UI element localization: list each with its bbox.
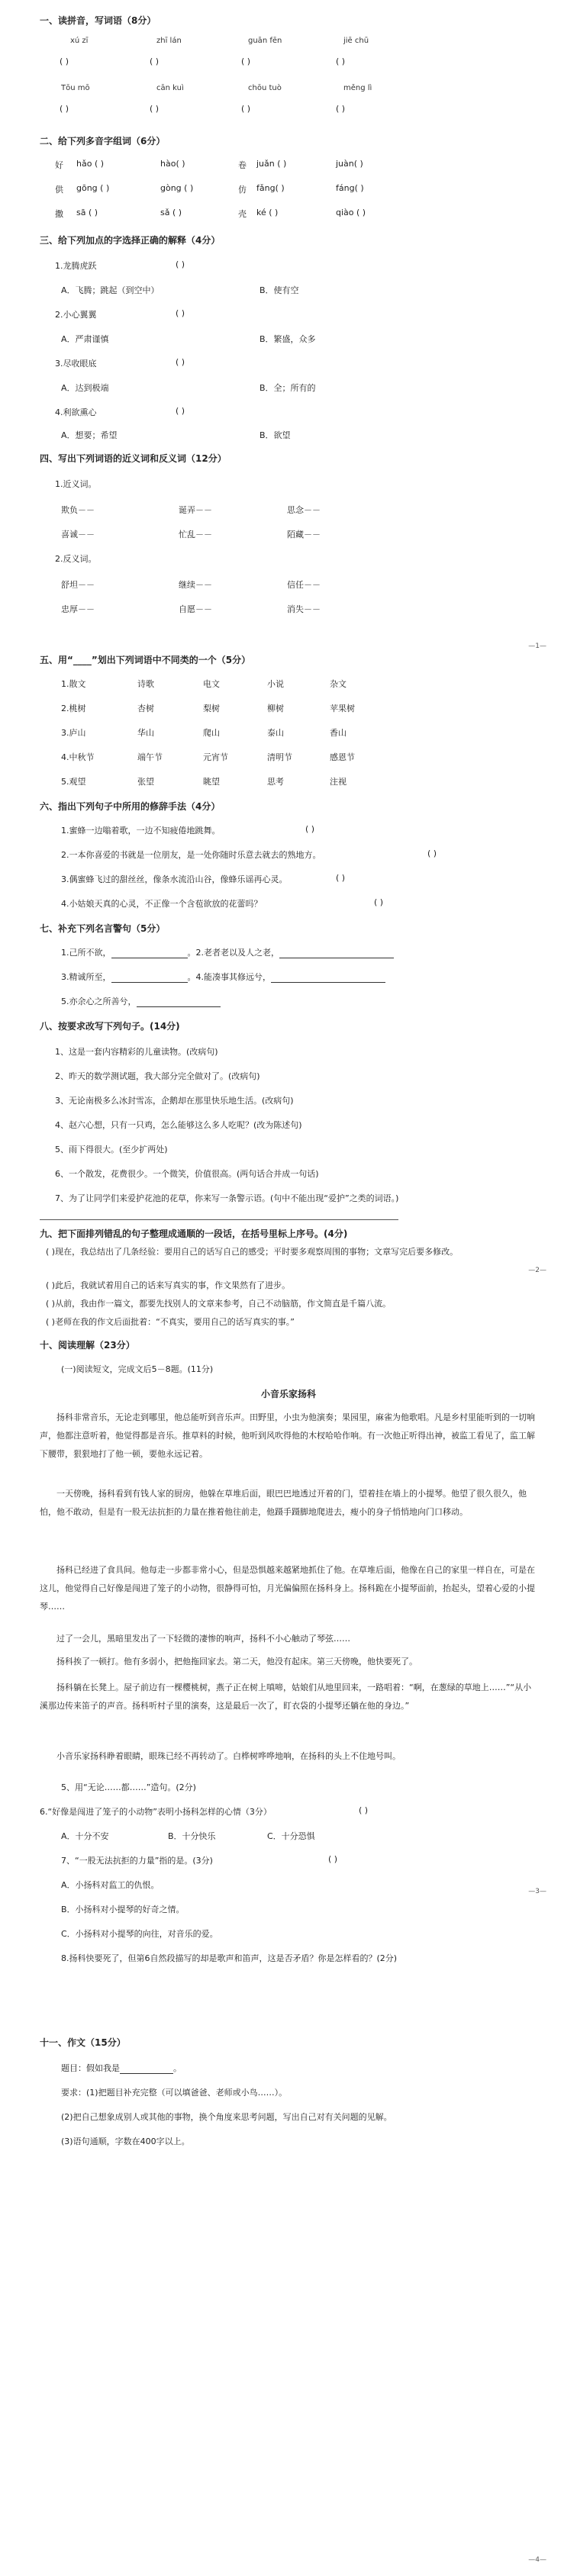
s10-question-6: 6.“好像是闯进了笼子的小动物”表明小扬科怎样的心情（3分） [40,1807,272,1817]
s4-word[interactable]: 自愿－－ [179,604,212,614]
s10-question-7: 7、“一股无法抗拒的力量”指的是。(3分) [61,1856,213,1866]
s6-question: 3.偶蜜蜂飞过的甜丝丝，像条水流沿山谷，像蜂乐谣再心灵。 [61,874,288,884]
s4-word[interactable]: 消失－－ [287,604,321,614]
poly-blank[interactable]: ké ( ) [256,208,279,217]
s5-word[interactable]: 眺望 [203,777,220,787]
poly-blank[interactable]: gōng ( ) [76,183,110,193]
s7-blank[interactable] [137,997,221,1007]
s7-line [61,971,385,983]
s10-subtitle: (一)阅读短文，完成文后5－8题。(11分) [61,1364,214,1374]
s5-word[interactable]: 思考 [267,777,284,787]
s10-question-8: 8.扬科快要死了，但第6自然段描写的却是歌声和笛声，这是否矛盾？你是怎样看的？(2分) [61,1953,398,1963]
s8-item: 5、雨下得很大。(至少扩两处) [55,1145,168,1154]
s10-option[interactable]: B．十分快乐 [168,1831,216,1841]
section-3-title: 三、给下列加点的字选择正确的解释（4分） [40,235,221,246]
s3-option-b[interactable]: B．全；所有的 [259,383,316,393]
s7-blank[interactable] [111,948,188,958]
answer-blank[interactable]: ( ) [60,104,69,114]
s10-option[interactable]: A．十分不安 [61,1831,109,1841]
section-7-title: 七、补充下列名言警句（5分） [40,923,166,934]
s8-item: 6、一个散发，花费很少。一个微笑，价值很高。(两句话合并成一句话) [55,1169,319,1179]
answer-blank[interactable]: ( ) [336,104,346,114]
section-6-title: 六、指出下列句子中所用的修辞手法（4分） [40,801,221,812]
s8-item: 2、昨天的数学测试题，我大部分完全做对了。(改病句) [55,1071,260,1081]
s5-word[interactable]: 张望 [137,777,154,787]
s10-option[interactable]: C．小扬科对小提琴的向往，对音乐的爱。 [61,1929,218,1939]
pinyin-5: Tōu mō [61,84,90,92]
story-paragraph: 扬科躺在长凳上。屋子前边有一棵樱桃树，燕子正在树上嗔啼，姑娘们从地里回来，一路唱着：“啊，在葱绿的草地上……”“从小溪那边传来笛子的声音。扬科听村子里的演奏，这是最后一次了，盯衣袋的小提琴还躺在他的身边。” [40,1682,532,1711]
s7-line [61,995,221,1007]
s7-text: 5.亦余心之所善兮， [61,997,137,1006]
pinyin-3: guān fēn [248,37,282,45]
topic-suffix: 。 [173,2063,182,2073]
s5-word[interactable]: 泰山 [267,728,284,738]
answer-blank[interactable]: ( ) [336,56,346,66]
s5-word[interactable]: 5.观望 [61,777,86,787]
s6-answer[interactable]: ( ) [336,873,346,883]
s8-item: 4、赵六心想，只有一只鸡，怎么能够这么多人吃呢？(改为陈述句) [55,1120,302,1130]
s7-blank[interactable] [271,972,385,983]
s5-word[interactable]: 香山 [330,728,347,738]
answer-blank[interactable]: ( ) [150,104,160,114]
poly-char: 仿 [238,185,247,195]
s6-answer[interactable]: ( ) [427,848,437,858]
s5-word[interactable]: 华山 [137,728,154,738]
s5-word[interactable]: 端午节 [137,752,163,762]
story-title: 小音乐家扬科 [260,1389,316,1399]
poly-blank[interactable]: qiào ( ) [336,208,366,217]
s9-item[interactable]: ( )此后，我就试着用自己的话来写真实的事，作文果然有了进步。 [46,1280,291,1290]
poly-blank[interactable]: juǎn ( ) [256,159,287,169]
s3-option-b[interactable]: B．使有空 [259,285,299,295]
s3-option-a[interactable]: A．想要；希望 [61,430,118,440]
section-4-title: 四、写出下列词语的近义词和反义词（12分） [40,453,227,464]
s6-question: 1.蜜蜂一边嗡着歌，一边不知疲倦地跳舞。 [61,826,221,836]
s7-text: 3.精诚所至， [61,972,111,982]
section-2-title: 二、给下列多音字组词（6分） [40,136,166,147]
poly-char: 供 [55,185,63,195]
poly-blank[interactable]: gòng ( ) [160,183,194,193]
s4-word[interactable]: 欺负－－ [61,505,95,515]
s5-word[interactable]: 注视 [330,777,347,787]
poly-blank[interactable]: juàn( ) [336,159,363,169]
story-paragraph: 小音乐家扬科睁着眼睛，眼珠已经不再转动了。白桦树哗哗地响，在扬科的头上不住地号叫。 [56,1751,401,1761]
essay-requirement: (3)语句通顺，字数在400字以上。 [61,2136,190,2146]
story-paragraph: 扬科已经进了食具间。他每走一步都非常小心，但是恐惧越来越紧地抓住了他。在草堆后面，他像在自己的家里一样自在，可是在这儿，他觉得自己好像是闯进了笼子的小动物，很静得可怕，月光偏偏照在扬科身上。扬科跪在小提琴面前，抬起头，望着心爱的小提琴…… [40,1565,535,1612]
essay-topic [61,2062,182,2074]
essay-requirement: (2)把自己想象成别人或其他的事物，换个角度来思考问题，写出自己对有关问题的见解。 [61,2112,392,2122]
s10-answer[interactable]: ( ) [328,1854,338,1864]
s4-word[interactable]: 喜诚－－ [61,530,95,539]
s3-answer[interactable]: ( ) [176,308,185,318]
s10-option[interactable]: B．小扬科对小提琴的好奇之情。 [61,1905,185,1914]
s5-word[interactable]: 4.中秋节 [61,752,95,762]
poly-blank[interactable]: fáng( ) [336,183,364,193]
s10-answer[interactable]: ( ) [359,1805,369,1815]
topic-prefix: 题目：假如我是 [61,2063,120,2073]
s7-text: 。4.能凑事其修远兮， [187,972,271,982]
s4-sub-antonym: 2.反义词。 [55,554,97,564]
page-number: —4— [528,2556,546,2564]
s5-word[interactable]: 电文 [203,679,220,689]
section-11-title: 十一、作文（15分） [40,2037,126,2048]
poly-blank[interactable]: hào( ) [160,159,185,169]
s9-item[interactable]: ( )老师在我的作文后面批着：“不真实，要用自己的话写真实的事。” [46,1317,295,1327]
s3-question: 4.利欲熏心 [55,407,97,417]
s5-word[interactable]: 杏树 [137,704,154,713]
s5-word[interactable]: 小说 [267,679,284,689]
s5-word[interactable]: 杂文 [330,679,347,689]
poly-blank[interactable]: sā ( ) [76,208,98,217]
section-8-title: 八、按要求改写下列句子。(14分) [40,1021,180,1032]
s3-question: 1.龙腾虎跃 [55,261,97,271]
poly-char: 卷 [238,160,247,170]
story-paragraph: 一天傍晚，扬科看到有钱人家的厨房，他躲在草堆后面，眼巴巴地透过开着的门，望着挂在墙上的小提琴。他望了很久很久，他怕，他不敢动，但是有一股无法抗拒的力量在推着他往前走，他蹑手蹑脚地爬进去，瘦小的身子悄悄地向门口移动。 [40,1489,527,1517]
section-10-title: 十、阅读理解（23分） [40,1340,135,1351]
answer-blank[interactable]: ( ) [60,56,69,66]
s3-question: 2.小心翼翼 [55,310,97,320]
s4-word[interactable]: 忠厚－－ [61,604,95,614]
s3-option-b[interactable]: B．欲望 [259,430,291,440]
pinyin-1: xú zī [70,37,89,45]
s9-item[interactable]: ( )从前，我由作一篇文，都要先找别人的文章来参考，自己不动脑筋，作文简直是千篇八流。 [46,1299,392,1309]
s10-option[interactable]: C．十分恐惧 [267,1831,315,1841]
topic-blank[interactable] [120,2063,173,2074]
pinyin-8: měng lì [343,84,372,92]
s5-word[interactable]: 苹果树 [330,704,355,713]
s3-option-a[interactable]: A．达到极端 [61,383,109,393]
story-paragraph: 扬科挨了一顿打。他有多弱小，把他拖回家去。第二天，他没有起床。第三天傍晚，他快要死了。 [56,1657,417,1666]
s5-word[interactable]: 梨树 [203,704,220,713]
s5-word[interactable]: 柳树 [267,704,284,713]
s8-item: 7、为了让同学们来爱护花池的花草，你来写一条警示语。(句中不能出现“爱护”之类的词语。) [55,1193,399,1203]
s8-item: 3、无论南极多么冰封雪冻，企鹅却在那里快乐地生活。(改病句) [55,1096,294,1106]
poly-blank[interactable]: fǎng( ) [256,183,285,193]
page-number: —1— [528,642,546,650]
section-5-title: 五、用“____”划出下列词语中不同类的一个（5分） [40,655,251,665]
s4-word[interactable]: 诞弄－－ [179,505,212,515]
s8-item: 1、这是一套内容精彩的儿童读物。(改病句) [55,1047,218,1057]
pinyin-7: chōu tuò [248,84,282,92]
story-paragraph: 过了一会儿，黑暗里发出了一下轻微的凄惨的响声，扬科不小心触动了琴弦…… [56,1634,350,1644]
s4-word[interactable]: 忙乱－－ [179,530,212,539]
s4-word[interactable]: 陌藏－－ [287,530,321,539]
answer-blank[interactable]: ( ) [150,56,160,66]
s7-line [61,946,394,958]
s5-word[interactable]: 感恩节 [330,752,355,762]
s10-option[interactable]: A．小扬科对监工的仇恨。 [61,1880,160,1890]
s3-answer[interactable]: ( ) [176,406,185,416]
s10-question-5: 5、用“无论……都……”造句。(2分) [61,1782,196,1792]
s5-word[interactable]: 3.庐山 [61,728,86,738]
s5-word[interactable]: 2.桃树 [61,704,86,713]
s5-word[interactable]: 爬山 [203,728,220,738]
s4-sub-synonym: 1.近义词。 [55,479,97,489]
s3-question: 3.尽收眼底 [55,359,97,369]
s7-text: 。2.老者老以及人之老， [187,948,279,958]
s7-blank[interactable] [279,948,394,958]
pinyin-4: jiē chū [343,37,369,45]
answer-blank[interactable]: ( ) [241,56,251,66]
s5-word[interactable]: 诗歌 [137,679,154,689]
s3-option-b[interactable]: B．繁盛，众多 [259,334,316,344]
s6-answer[interactable]: ( ) [305,824,315,834]
s6-question: 2.一本你喜爱的书就是一位朋友，是一处你随时乐意去就去的熟地方。 [61,850,321,860]
essay-requirement: 要求：(1)把题目补充完整（可以填爸爸、老师或小鸟……）。 [61,2088,288,2098]
page-number: —2— [528,1267,546,1274]
answer-blank[interactable]: ( ) [241,104,251,114]
s5-word[interactable]: 元宵节 [203,752,228,762]
s7-text: 1.己所不欲， [61,948,111,958]
section-9-title: 九、把下面排列错乱的句子整理成通顺的一段话，在括号里标上序号。(4分) [40,1228,348,1239]
s4-word[interactable]: 信任－－ [287,580,321,590]
pinyin-2: zhī lán [156,37,182,45]
s3-answer[interactable]: ( ) [176,357,185,367]
section-1-title: 一、读拼音，写词语（8分） [40,15,156,26]
page-number: —3— [528,1888,546,1895]
s5-word[interactable]: 1.散文 [61,679,86,689]
divider [40,1219,398,1220]
s7-blank[interactable] [111,972,188,983]
s9-item[interactable]: ( )现在，我总结出了几条经验：要用自己的话写自己的感受；平时要多观察周围的事物；文章写完后要多修改。 [46,1247,459,1257]
poly-blank[interactable]: sǎ ( ) [160,208,182,217]
s6-answer[interactable]: ( ) [374,897,384,907]
s3-answer[interactable]: ( ) [176,259,185,269]
s4-word[interactable]: 舒坦－－ [61,580,95,590]
poly-char: 壳 [238,209,247,219]
story-paragraph: 扬科非常音乐，无论走到哪里，他总能听到音乐声。田野里，小虫为他演奏；果园里，麻雀为他歌唱。凡是乡村里能听到的一切响声，他都注意听着，他觉得都是音乐。推草料的时候，他听到风吹得他的木杈哈哈作响。有一次他正听得出神，被监工看见了，监工解下腰带，狠狠地打了他一顿，要他永远记着。 [40,1412,535,1459]
s3-option-a[interactable]: A．飞腾；跳起（到空中） [61,285,160,295]
poly-char: 撒 [55,209,63,219]
poly-char: 好 [55,160,63,170]
s5-word[interactable]: 清明节 [267,752,292,762]
s6-question: 4.小姑娘天真的心灵，不正像一个含苞欲放的花蕾吗？ [61,899,263,909]
pinyin-6: cān kuì [156,84,184,92]
poly-blank[interactable]: hǎo ( ) [76,159,105,169]
s4-word[interactable]: 继续－－ [179,580,212,590]
s4-word[interactable]: 思念－－ [287,505,321,515]
s3-option-a[interactable]: A．严肃谨慎 [61,334,109,344]
